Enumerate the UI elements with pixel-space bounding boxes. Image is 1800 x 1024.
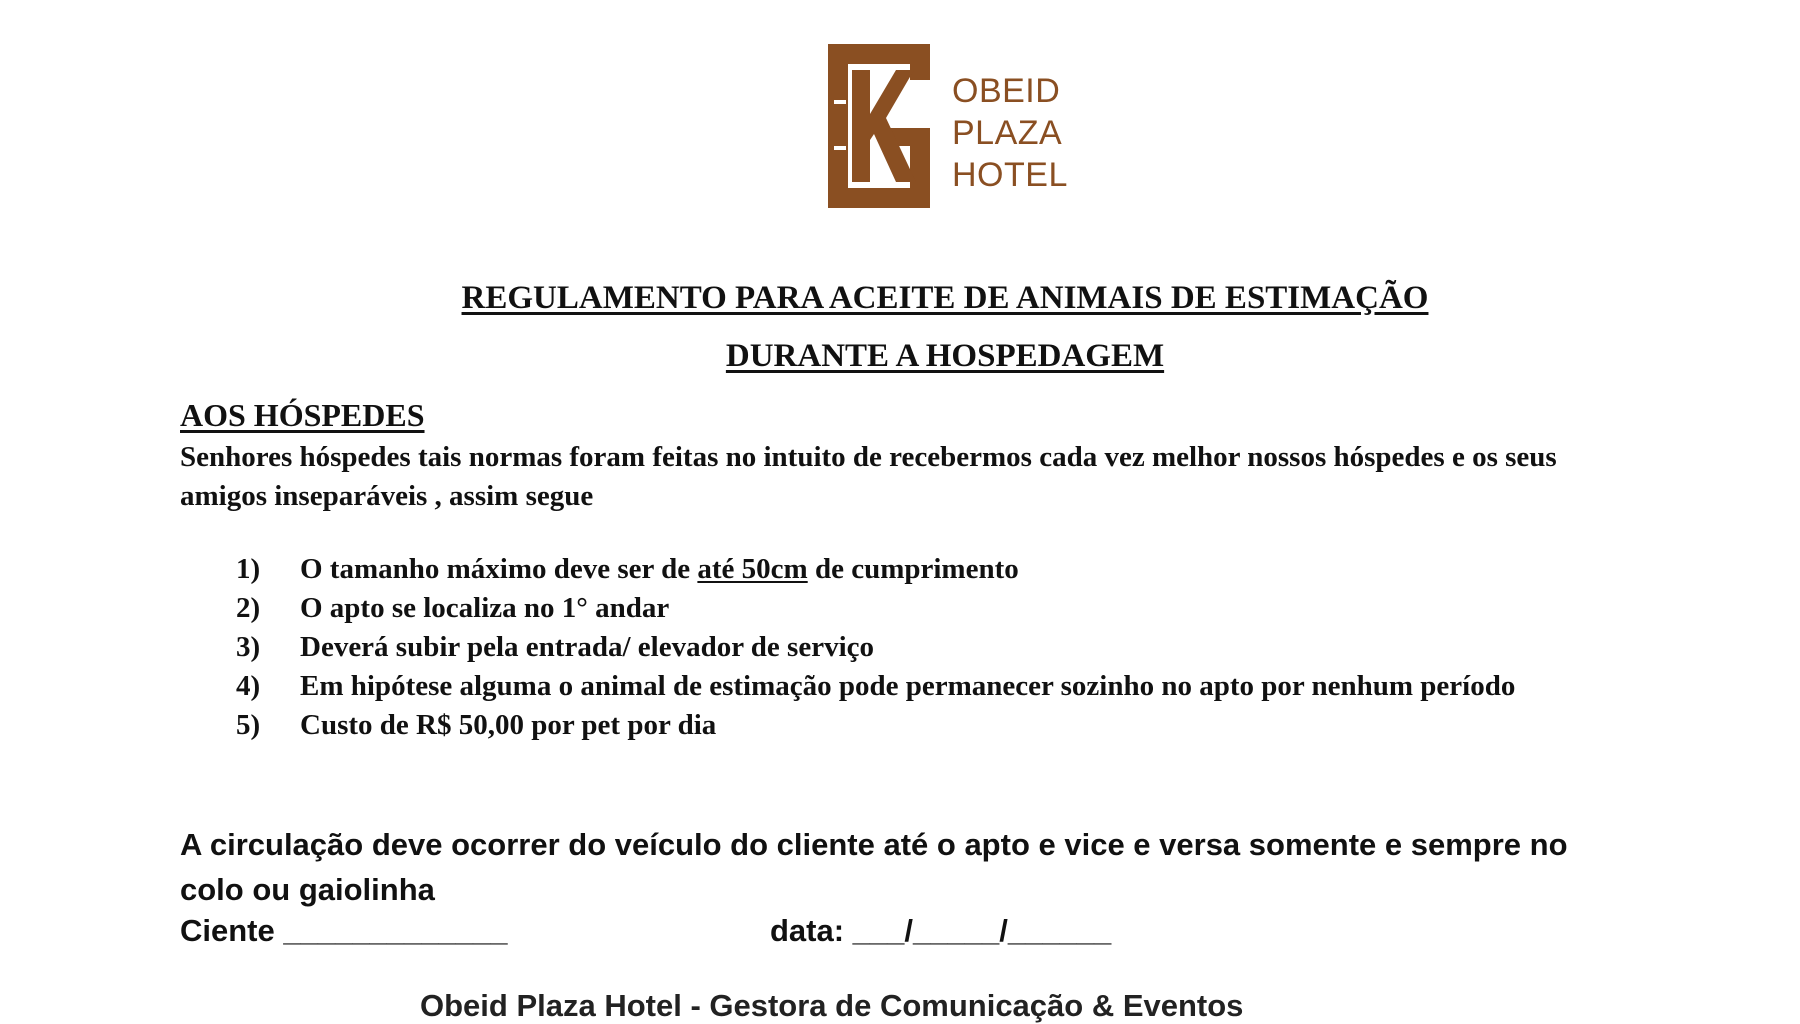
rule-number: 5) xyxy=(236,709,261,741)
rule-text-underlined: até 50cm xyxy=(697,553,808,585)
rules-list xyxy=(236,550,1616,745)
ciente-signature-line: Ciente _____________ xyxy=(180,913,508,948)
rule-text: Custo de R$ 50,00 por pet por dia xyxy=(300,709,717,741)
rule-item xyxy=(236,628,1616,667)
hotel-logo xyxy=(814,36,1084,216)
circulation-notice: A circulação deve ocorrer do veículo do cliente até o apto e vice e versa somente e sempre no colo ou gaiolinha xyxy=(180,827,1568,907)
logo-line-obeid: OBEID xyxy=(952,72,1061,110)
section-heading: AOS HÓSPEDES xyxy=(180,397,425,433)
logo-line-hotel: HOTEL xyxy=(952,156,1068,194)
hotel-monogram-icon xyxy=(814,36,944,216)
rule-item xyxy=(236,667,1616,706)
rule-text: Deverá subir pela entrada/ elevador de serviço xyxy=(300,631,875,663)
rule-number: 3) xyxy=(236,631,261,663)
document-title-line-2: DURANTE A HOSPEDAGEM xyxy=(725,338,1165,374)
rule-text-before: O tamanho máximo deve ser de xyxy=(300,553,698,585)
rule-item xyxy=(236,706,1616,745)
rule-text-after: de cumprimento xyxy=(807,553,1019,585)
logo-line-plaza: PLAZA xyxy=(952,114,1063,152)
rule-item xyxy=(236,589,1616,628)
footer-text: Obeid Plaza Hotel - Gestora de Comunicação & Eventos xyxy=(420,988,1244,1023)
rule-number: 4) xyxy=(236,670,261,702)
logo-wordmark xyxy=(952,70,1068,196)
rule-text: O apto se localiza no 1° andar xyxy=(300,592,670,624)
rule-text xyxy=(300,550,1616,589)
rule-number: 1) xyxy=(236,553,261,585)
rule-number: 2) xyxy=(236,592,261,624)
intro-paragraph: Senhores hóspedes tais normas foram feitas no intuito de recebermos cada vez melhor nossos hóspedes e os seus amigos inseparáveis , assim segue xyxy=(180,441,1557,512)
date-line: data: ___/_____/______ xyxy=(770,913,1112,948)
document-title-line-1: REGULAMENTO PARA ACEITE DE ANIMAIS DE ESTIMAÇÃO xyxy=(461,280,1429,316)
rule-text: Em hipótese alguma o animal de estimação pode permanecer sozinho no apto por nenhum período xyxy=(300,670,1516,702)
rule-item xyxy=(236,550,1616,589)
